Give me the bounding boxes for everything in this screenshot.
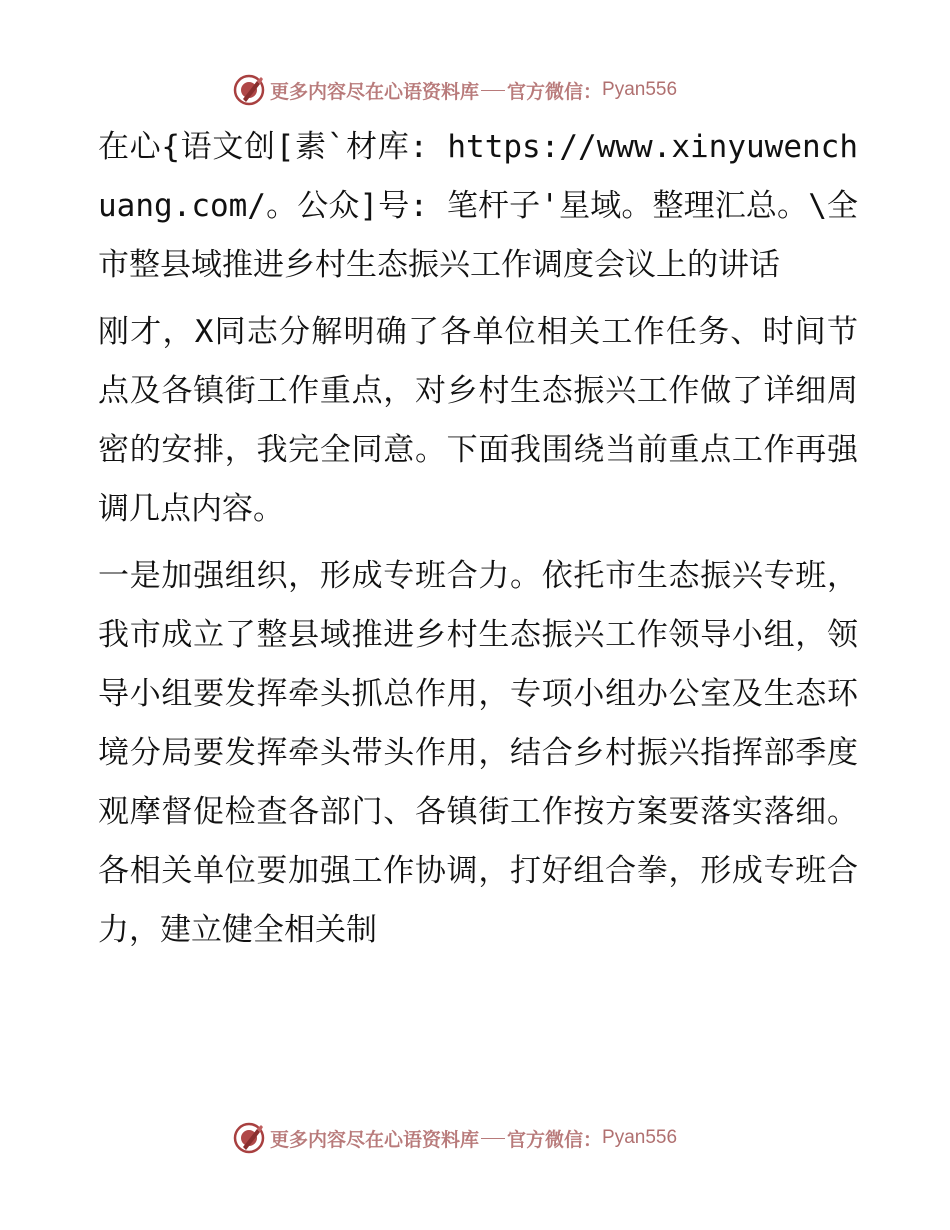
banner-divider xyxy=(481,90,505,91)
banner-title: 更多内容尽在心语资料库 xyxy=(270,1128,480,1151)
header-banner xyxy=(232,72,712,108)
banner-title: 更多内容尽在心语资料库 xyxy=(270,80,480,103)
pen-logo-icon xyxy=(232,73,266,107)
paragraph-point-one: 一是加强组织，形成专班合力。依托市生态振兴专班，我市成立了整县域推进乡村生态振兴工作领导小组，领导小组要发挥牵头抓总作用，专项小组办公室及生态环境分局要发挥牵头带头作用，结合乡村振兴指挥部季度观摩督促检查各部门、各镇街工作按方案要落实落细。各相关单位要加强工作协调，打好组合拳，形成专班合力，建立健全相关制 xyxy=(98,558,858,948)
banner-wechat-id: Pyan556 xyxy=(602,79,678,100)
document-body xyxy=(98,118,858,960)
banner-wechat-id: Pyan556 xyxy=(602,1127,678,1148)
banner-divider xyxy=(481,1138,505,1139)
paragraph-intro: 刚才，X同志分解明确了各单位相关工作任务、时间节点及各镇街工作重点，对乡村生态振兴工作做了详细周密的安排，我完全同意。下面我围绕当前重点工作再强调几点内容。 xyxy=(98,314,858,527)
footer-banner xyxy=(232,1120,712,1156)
banner-wechat-label: 官方微信： xyxy=(507,80,603,103)
banner-wechat-label: 官方微信： xyxy=(507,1128,603,1151)
pen-logo-icon xyxy=(232,1121,266,1155)
paragraph-title: 在心{语文创[素`材库: https://www.xinyuwenchuang.com/。公众]号: 笔杆子'星域。整理汇总。\全市整县域推进乡村生态振兴工作调度会议上的讲话 xyxy=(98,129,858,283)
